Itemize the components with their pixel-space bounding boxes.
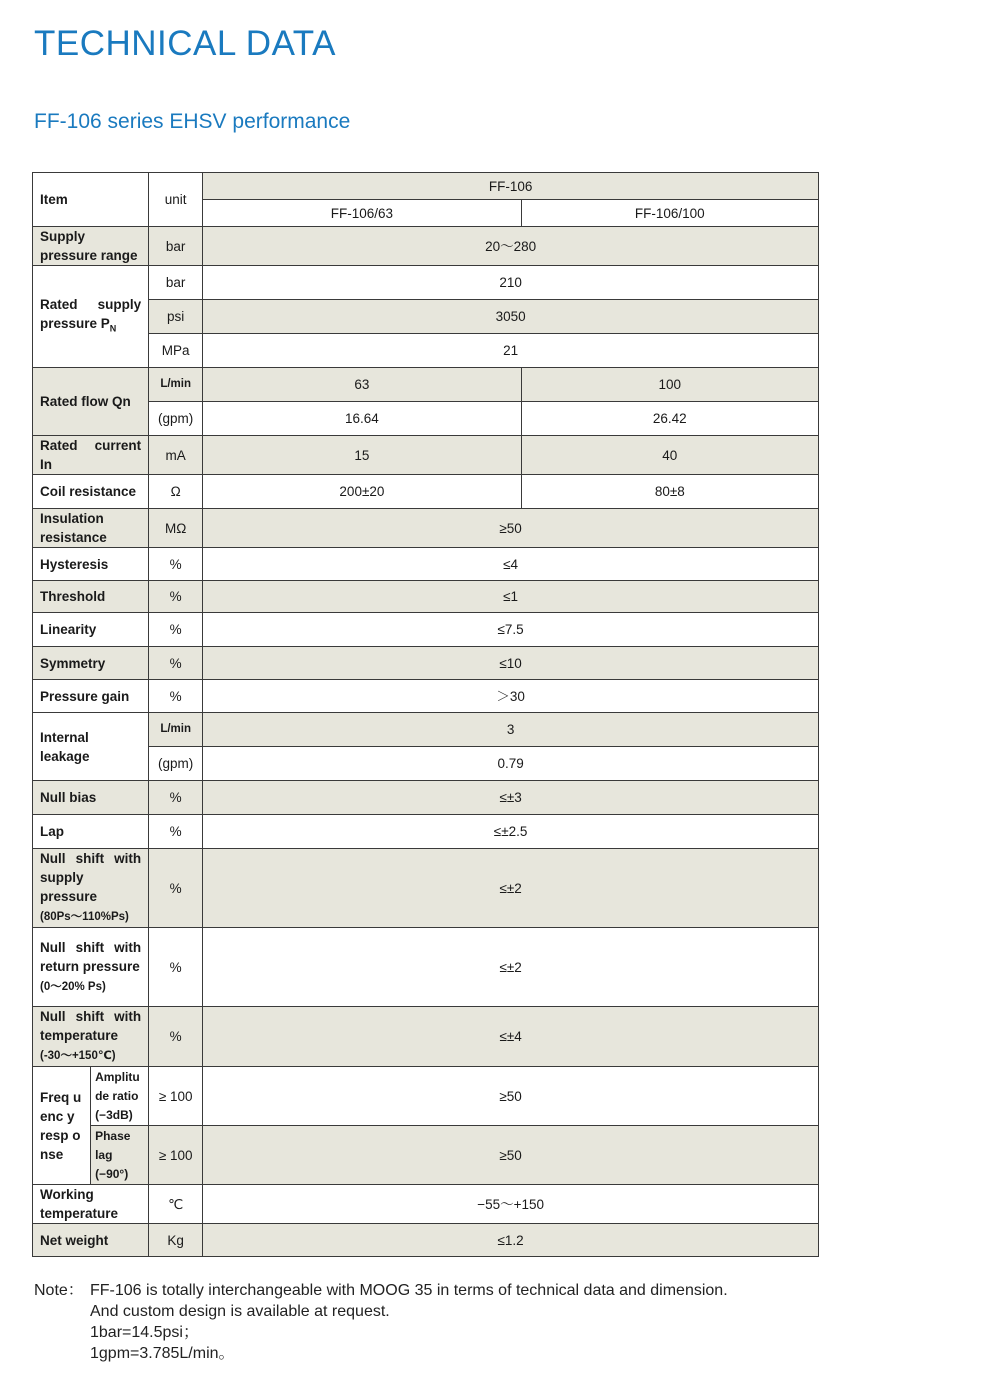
note-block <box>34 1280 728 1364</box>
row-value: ≤7.5 <box>203 613 819 647</box>
label-text: Null shift with supply pressure <box>40 851 142 904</box>
row-unit: % <box>149 815 203 849</box>
spec-table <box>32 172 819 1257</box>
row-value: ＞30 <box>203 680 819 713</box>
row-unit: Kg <box>149 1224 203 1257</box>
row-value: ≤10 <box>203 647 819 680</box>
row-value-b: 100 <box>521 368 818 402</box>
row-unit: % <box>149 1007 203 1067</box>
row-value-b: 26.42 <box>521 402 818 436</box>
row-unit: L/min <box>149 368 203 402</box>
header-unit: unit <box>149 173 203 227</box>
row-unit: (gpm) <box>149 747 203 781</box>
row-value: ≥50 <box>203 509 819 548</box>
header-model-b: FF-106/100 <box>521 200 818 227</box>
row-label-pressure-gain: Pressure gain <box>33 680 149 713</box>
row-unit: % <box>149 647 203 680</box>
section-subtitle: FF-106 series EHSV performance <box>34 110 351 133</box>
row-unit: MPa <box>149 334 203 368</box>
row-value: ≤±2.5 <box>203 815 819 849</box>
row-unit: Ω <box>149 475 203 509</box>
row-unit: (gpm) <box>149 402 203 436</box>
row-value: ≤±3 <box>203 781 819 815</box>
label-text: Rated supply pressure P <box>40 296 142 331</box>
label-note: (0～20% Ps) <box>40 980 106 993</box>
row-label-rated-flow: Rated flow Qn <box>33 368 149 436</box>
row-label-symmetry: Symmetry <box>33 647 149 680</box>
row-value-a: 15 <box>203 436 521 475</box>
row-value: 3050 <box>203 300 819 334</box>
row-label-hysteresis: Hysteresis <box>33 548 149 581</box>
row-value: ≤±2 <box>203 849 819 928</box>
row-unit: ≥ 100 <box>149 1126 203 1185</box>
header-group: FF-106 <box>203 173 819 200</box>
row-value-b: 80±8 <box>521 475 818 509</box>
row-unit: % <box>149 680 203 713</box>
note-line-4: 1gpm=3.785L/min。 <box>90 1345 235 1362</box>
row-label-internal-leakage: Internal leakage <box>33 713 149 781</box>
row-unit: bar <box>149 227 203 266</box>
note-line-3: 1bar=14.5psi； <box>90 1324 199 1341</box>
row-label-supply-pressure-range: Supply pressure range <box>33 227 149 266</box>
header-item: Item <box>33 173 149 227</box>
row-value: ≤±2 <box>203 928 819 1007</box>
row-label-rated-supply-pressure <box>33 266 149 368</box>
row-unit: MΩ <box>149 509 203 548</box>
note-line-2: And custom design is available at request. <box>90 1303 390 1320</box>
row-unit: ≥ 100 <box>149 1067 203 1126</box>
row-value: 21 <box>203 334 819 368</box>
row-unit: ℃ <box>149 1185 203 1224</box>
row-unit: % <box>149 613 203 647</box>
row-value: ≤1 <box>203 581 819 613</box>
label-subscript: N <box>109 323 117 334</box>
row-label-threshold: Threshold <box>33 581 149 613</box>
row-value-b: 40 <box>521 436 818 475</box>
row-label-net-weight: Net weight <box>33 1224 149 1257</box>
row-value: 3 <box>203 713 819 747</box>
row-value: ≤1.2 <box>203 1224 819 1257</box>
row-unit: L/min <box>149 713 203 747</box>
row-label-rated-current: Rated current In <box>33 436 149 475</box>
label-note: (-30～+150℃) <box>40 1050 116 1062</box>
row-value: 0.79 <box>203 747 819 781</box>
row-sublabel-phase-lag: Phase lag (−90°) <box>91 1126 149 1185</box>
row-label-frequency-response: Freq uenc y resp onse <box>33 1067 91 1185</box>
row-unit: % <box>149 581 203 613</box>
row-label-coil-resistance: Coil resistance <box>33 475 149 509</box>
row-unit: bar <box>149 266 203 300</box>
row-value-a: 63 <box>203 368 521 402</box>
note-line-1: FF-106 is totally interchangeable with MOOG 35 in terms of technical data and dimension. <box>90 1282 728 1299</box>
row-value: 210 <box>203 266 819 300</box>
row-value: ≥50 <box>203 1067 819 1126</box>
label-note: (80Ps～110%Ps) <box>40 911 129 923</box>
row-value: 20～280 <box>203 227 819 266</box>
row-label-null-bias: Null bias <box>33 781 149 815</box>
label-text: Null shift with temperature <box>40 1009 142 1043</box>
row-value: ≤4 <box>203 548 819 581</box>
row-label-lap: Lap <box>33 815 149 849</box>
row-label-null-shift-supply <box>33 849 149 928</box>
row-unit: % <box>149 849 203 928</box>
row-value: −55～+150 <box>203 1185 819 1224</box>
note-label: Note： <box>34 1282 84 1299</box>
row-value: ≤±4 <box>203 1007 819 1067</box>
row-unit: psi <box>149 300 203 334</box>
row-label-working-temperature: Working temperature <box>33 1185 149 1224</box>
page-title: TECHNICAL DATA <box>34 24 336 63</box>
label-text: Null shift with return pressure <box>40 939 142 974</box>
row-label-null-shift-temperature <box>33 1007 149 1067</box>
row-unit: % <box>149 548 203 581</box>
row-unit: % <box>149 781 203 815</box>
row-value-a: 16.64 <box>203 402 521 436</box>
row-sublabel-amplitude-ratio: Amplitu de ratio (−3dB) <box>91 1067 149 1126</box>
row-value-a: 200±20 <box>203 475 521 509</box>
row-label-insulation-resistance: Insulation resistance <box>33 509 149 548</box>
row-label-linearity: Linearity <box>33 613 149 647</box>
row-unit: mA <box>149 436 203 475</box>
header-model-a: FF-106/63 <box>203 200 521 227</box>
row-unit: % <box>149 928 203 1007</box>
row-value: ≥50 <box>203 1126 819 1185</box>
row-label-null-shift-return <box>33 928 149 1007</box>
